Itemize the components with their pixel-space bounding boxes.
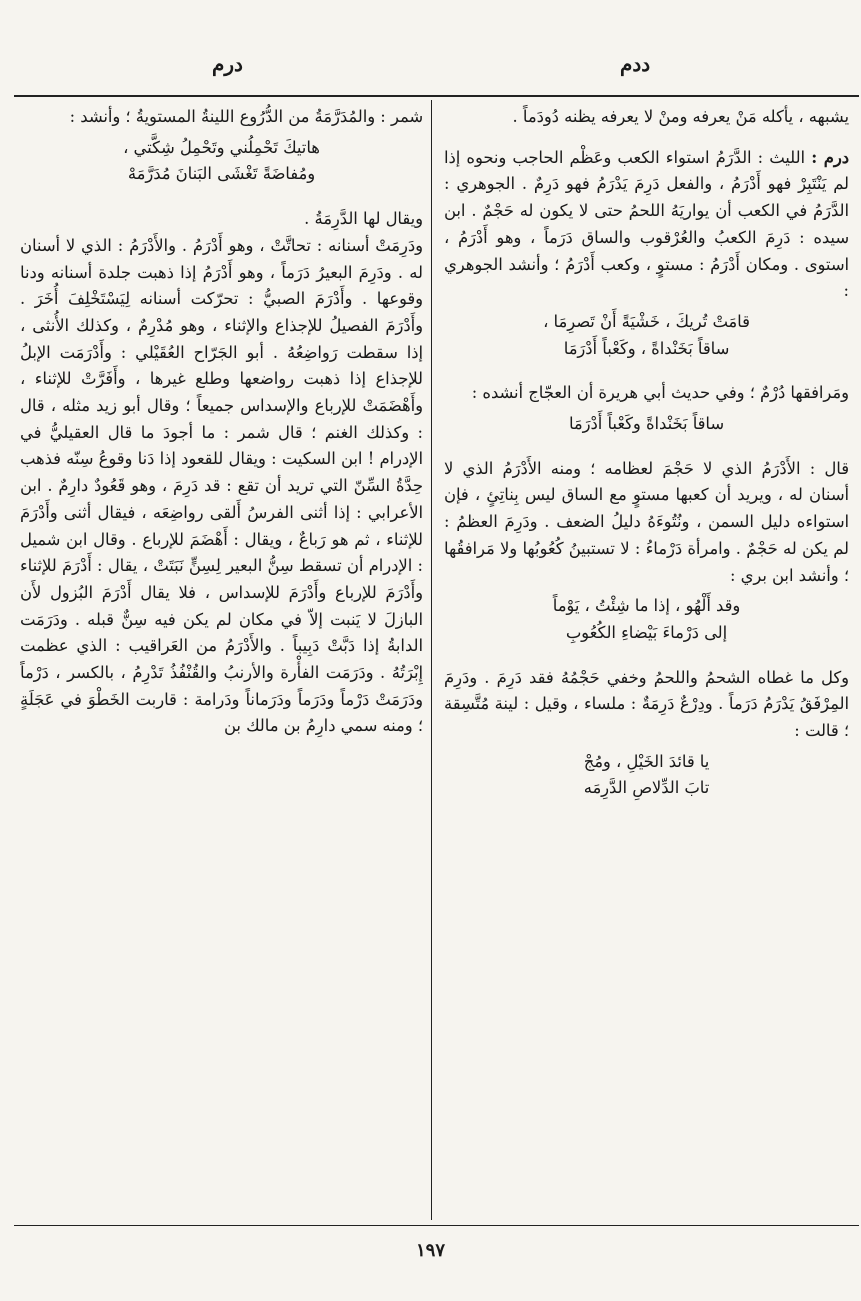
left-column [20, 104, 423, 1222]
verse-block [444, 749, 849, 802]
header-rule [14, 95, 859, 97]
paragraph: شمر : والمُدَرَّمَةُ من الدُّرُوع اللينةُ المستويةُ ؛ وأنشد : [69, 107, 423, 126]
entry-headword: درم : [811, 147, 849, 167]
verse-line: إلى دَرْماءَ بَيْضاءِ الكُعُوبِ [565, 622, 728, 642]
verse-block [444, 593, 849, 646]
entry-paragraph [444, 145, 849, 305]
verse-line: ساقاً بَخَنْداةً ، وكَعْباً أَدْرَمَا [563, 338, 730, 358]
running-header-left: درم [212, 52, 243, 76]
verse-line: وقد أَلْهُو ، إذا ما شِئْتُ ، يَوْماً [552, 596, 741, 616]
running-header-right: ددم [620, 52, 651, 76]
paragraph: ودَرِمَتْ أسنانه : تحاتَّتْ ، وهو أَدْرَمُ . والأَدْرَمُ : الذي لا أسنان له . ودَرِمَ البعيرُ دَرَماً ، وهو أَدْرَمُ إذا ذهبت جلدة أسنانه ودنا وقوعها . وأَدْرَمَ الصبيُّ : تحرّكت أسنانه لِيَسْتَخْلِفَ أُخَرَ . وأَدْرَمَ الفصيلُ للإجذاع والإثناء ، وهو مُدْرِمٌ ، وكذلك الأُنثى ، إذا سقطت رَواضِعُهُ . أبو الجَرّاح العُقَيْلي : وأَدْرَمَت الإبلُ للإجذاع إذا ذهبت رواضعها وطلع غيرها ، وأَفَرَّتْ للإثناء ، وأَهْضَمَتْ للإرباع والإسداس جميعاً ؛ وقال أبو زيد مثله ، قال : وكذلك الغنم ؛ قال شمر : ما أجودَ ما قال العقيليُّ في الإدرام ! ابن السكيت : ويقال للقعود إذا دَنا وقوعُ سِنّه فذهب حِدَّةُ السِّنّ التي تريد أن تقع : قد دَرِمَ ، وهو قَعُودٌ دارِمٌ . ابن الأعرابي : إذا أثنى الفرسُ أَلقى رواضِعَه ، فيقال أثنى وأَدْرَمَ للإثناء ، ثم هو رَباعٌ ، ويقال : أَهْضَمَ للإرباع . وقال ابن شميل : الإدرام أن تسقط سِنُّ البعير لِسِنٍّ نَبَتَتْ ، يقال : أَدْرَمَ للإثناء وأَدْرَمَ للإرباع وأَدْرَمَ للإسداس ، فلا يقال أَدْرَمَ البُزول لأَن البازلَ لا يَنبت إلاّ في مكان لم يكن فيه سِنٌّ قبله . ودَرَمَت الدابةُ إذا دَبَّتْ دَبِيباً . والأَدْرَمُ من العَراقيب : الذي عظمت إِبْرَتُهُ . ودَرَمَت الفأْرة والأرنبُ والقُنْفُذُ تَدْرِمُ ، بالكسر ، دَرْماً ودَرَمَتْ دَرْماً ودَرَماً ودَرَماناً ودَرامة : قاربت الخَطْوَ في عَجَلَةٍ ؛ ومنه سمي دارِمُ بن مالك بن [20, 235, 423, 736]
entry-text: الليث : الدَّرَمُ استواء الكعب وعَظْم الحاجب ونحوه إذا لم يَنْتَبِرْ فهو أَدْرَمُ ، والفعل دَرِمَ يَدْرَمُ فهو دَرِمٌ . الجوهري : الدَّرَمُ في الكعب أن يواريَهُ اللحمُ حتى لا يكون له حَجْمٌ . ابن سيده : دَرِمَ الكعبُ والعُرْقوب والساق دَرَماً ، وهو أَدْرَمُ ، استوى . ومكان أَدْرَمُ : مستوٍ ، وكعب أَدْرَمُ ؛ وأنشد الجوهري : [444, 147, 849, 301]
paragraph: ومَرافقها دُرْمٌ ؛ وفي حديث أبي هريرة أن العجّاج أنشده : [471, 383, 849, 403]
paragraph: قال : الأَدْرَمُ الذي لا حَجْمَ لعظامه ؛ ومنه الأَدْرَمُ الذي لا أسنان له ، ويريد أن كعبها مستوٍ مع الساق ليس بِناتِئٍ ، فإن استواءه دليل السمن ، ونُتُوءَهُ دليلُ الضعف . ودَرِمَ العظمُ : لم يكن له حَجْمٌ . وامرأة دَرْماءُ : لا تستبينُ كُعُوبُها ولا مَرافقُها ؛ وأنشد ابن بري : [444, 458, 849, 585]
footer-rule [14, 1225, 859, 1226]
verse-line: قامَتْ تُريكَ ، خَشْيَةً أَنْ تَصرِمَا ، [543, 311, 750, 331]
verse-line: هاتيكَ تَحْمِلُني وتَحْمِلُ شِكَّتي ، [123, 137, 320, 157]
verse-line: ساقاً بَخَنْداةً وكَعْباً أَدْرَمَا [568, 414, 725, 434]
verse-block [444, 411, 849, 438]
column-divider [431, 100, 432, 1220]
paragraph: ويقال لها الدَّرِمَةُ . [304, 209, 423, 229]
page-number: ١٩٧ [415, 1240, 445, 1261]
verse-line: ومُفاضَةً تَغْشَى البَنانَ مُدَرَّمَهْ [127, 164, 316, 184]
paragraph: وكل ما غطاه الشحمُ واللحمُ وخفي حَجْمُهُ فقد دَرِمَ . ودَرِمَ المِرْفَقُ يَدْرَمُ دَرَماً . ودِرْعٌ دَرِمَةٌ : ملساء ، وقيل : لينة مُتَّسِقة ؛ قالت : [444, 667, 849, 741]
verse-block [444, 309, 849, 362]
paragraph: يشبهه ، يأكله مَنْ يعرفه ومنْ لا يعرفه يظنه دُودَماً . [512, 107, 849, 126]
verse-line: تابَ الدِّلاصِ الدَّرِمَه [583, 778, 710, 798]
verse-line: يا قائدَ الخَيْلِ ، ومُجْ [583, 751, 710, 771]
verse-block [20, 135, 423, 188]
right-column [444, 104, 849, 1222]
